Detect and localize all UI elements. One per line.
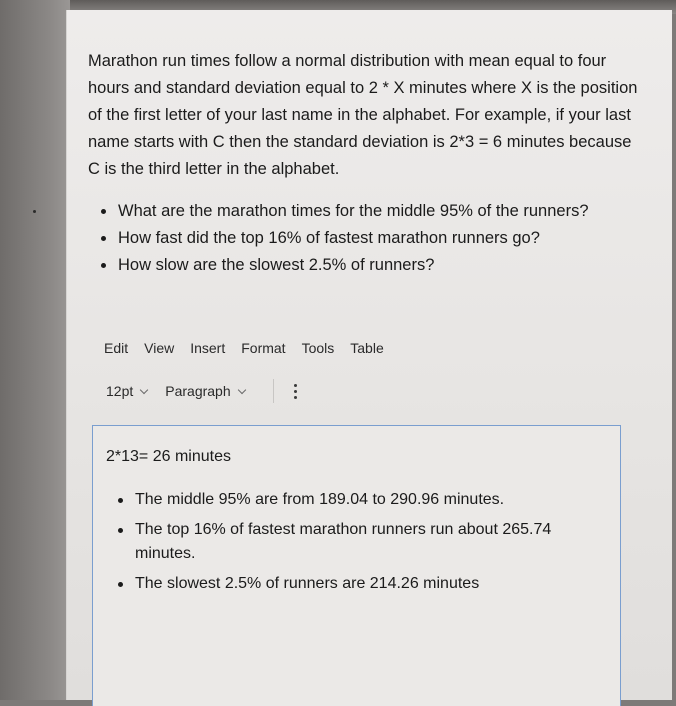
question-paragraph: Marathon run times follow a normal distribution with mean equal to four hours and standard deviation equal to 2 * X minutes where X is the position of the first letter of your last name in the alphabet. For example, if your last name starts with C then the standard deviation is 2*3 = 6 minutes because C is the third letter in the alphabet. (88, 52, 638, 178)
menu-view[interactable]: View (144, 340, 175, 356)
vertical-ellipsis-icon[interactable] (290, 384, 301, 399)
font-size-value: 12pt (106, 383, 134, 399)
photo-background-left (0, 0, 70, 700)
font-size-dropdown[interactable] (106, 383, 147, 399)
question-text (88, 48, 638, 183)
menu-tools[interactable]: Tools (301, 340, 335, 356)
answer-first-line: 2*13= 26 minutes (106, 448, 231, 465)
rich-text-editor[interactable] (92, 425, 621, 706)
question-bullet-item: What are the marathon times for the middle 95% of the runners? (100, 198, 600, 224)
block-format-dropdown[interactable] (165, 383, 244, 399)
answer-bullet-item: The slowest 2.5% of runners are 214.26 minutes (117, 572, 597, 596)
block-format-value: Paragraph (165, 383, 231, 399)
menu-insert[interactable]: Insert (190, 340, 226, 356)
answer-bullet-item: The top 16% of fastest marathon runners run about 265.74 minutes. (117, 518, 597, 566)
answer-bullet-item: The middle 95% are from 189.04 to 290.96 minutes. (117, 488, 597, 512)
menu-format[interactable]: Format (241, 340, 286, 356)
toolbar-divider (273, 379, 274, 403)
question-bullet-list (100, 198, 600, 279)
question-bullet-item: How fast did the top 16% of fastest marathon runners go? (100, 225, 600, 251)
menu-table[interactable]: Table (350, 340, 384, 356)
answer-bullet-list (117, 488, 597, 602)
chevron-down-icon (140, 385, 148, 393)
question-bullet-item: How slow are the slowest 2.5% of runners? (100, 252, 600, 278)
editor-toolbar (106, 380, 301, 402)
menu-edit[interactable]: Edit (104, 340, 129, 356)
editor-menubar (104, 340, 400, 356)
chevron-down-icon (237, 385, 245, 393)
stray-mark (33, 210, 36, 213)
